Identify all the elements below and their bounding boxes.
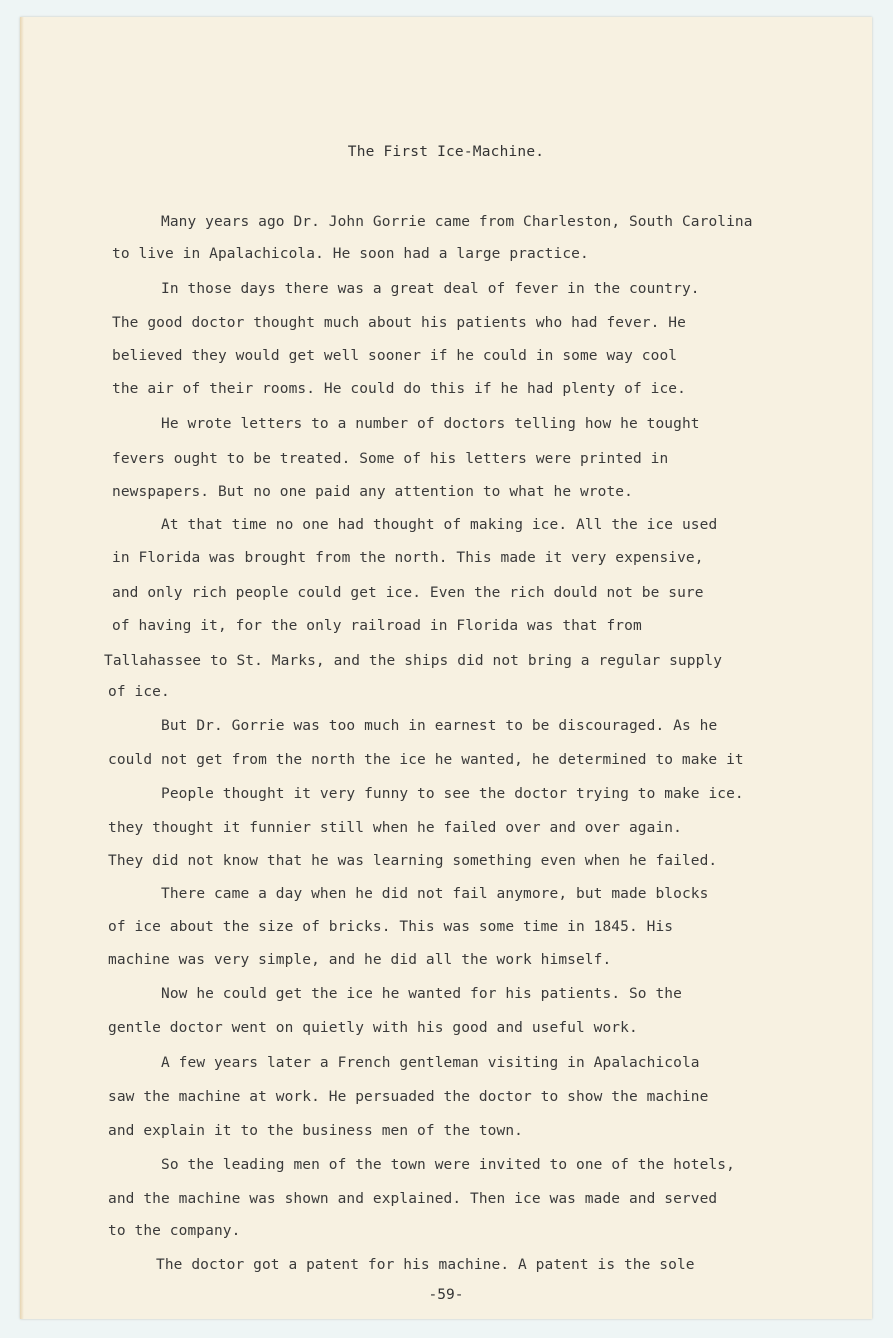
text-line: to the company. (108, 1223, 241, 1239)
text-line: Now he could get the ice he wanted for his patients. So the (161, 986, 682, 1002)
page-title: The First Ice-Machine. (347, 144, 545, 160)
text-line: and explain it to the business men of the town. (108, 1123, 523, 1139)
text-line: People thought it very funny to see the doctor trying to make ice. (161, 786, 744, 802)
text-line: machine was very simple, and he did all the work himself. (108, 952, 612, 968)
text-line: saw the machine at work. He persuaded the doctor to show the machine (108, 1089, 709, 1105)
text-line: He wrote letters to a number of doctors telling how he tought (161, 416, 700, 432)
text-line: of ice about the size of bricks. This was some time in 1845. His (108, 919, 674, 935)
text-line: fevers ought to be treated. Some of his letters were printed in (112, 451, 669, 467)
text-line: of having it, for the only railroad in Florida was that from (112, 618, 642, 634)
text-line: Tallahassee to St. Marks, and the ships did not bring a regular supply (104, 653, 723, 669)
text-line: The good doctor thought much about his patients who had fever. He (112, 315, 686, 331)
text-line: could not get from the north the ice he wanted, he determined to make it (108, 752, 744, 768)
text-line: they thought it funnier still when he failed over and over again. (108, 820, 682, 836)
text-line: gentle doctor went on quietly with his good and useful work. (108, 1020, 638, 1036)
text-line: the air of their rooms. He could do this if he had plenty of ice. (112, 381, 686, 397)
text-line: At that time no one had thought of making ice. All the ice used (161, 517, 718, 533)
text-line: believed they would get well sooner if he could in some way cool (112, 348, 678, 364)
page-number: -59- (428, 1287, 464, 1303)
text-line: newspapers. But no one paid any attention to what he wrote. (112, 484, 633, 500)
text-line: and only rich people could get ice. Even the rich dould not be sure (112, 585, 704, 601)
text-line: in Florida was brought from the north. This made it very expensive, (112, 550, 704, 566)
text-line: But Dr. Gorrie was too much in earnest to be discouraged. As he (161, 718, 718, 734)
text-line: to live in Apalachicola. He soon had a large practice. (112, 246, 589, 262)
text-line: So the leading men of the town were invited to one of the hotels, (161, 1157, 735, 1173)
text-line: In those days there was a great deal of fever in the country. (161, 281, 700, 297)
text-line: of ice. (108, 684, 170, 700)
text-line: They did not know that he was learning something even when he failed. (108, 853, 718, 869)
document-page (20, 17, 872, 1319)
text-line: The doctor got a patent for his machine. A patent is the sole (156, 1257, 695, 1273)
text-line: and the machine was shown and explained. Then ice was made and served (108, 1191, 718, 1207)
text-line: Many years ago Dr. John Gorrie came from Charleston, South Carolina (161, 214, 753, 230)
text-line: A few years later a French gentleman visiting in Apalachicola (161, 1055, 700, 1071)
text-line: There came a day when he did not fail anymore, but made blocks (161, 886, 709, 902)
